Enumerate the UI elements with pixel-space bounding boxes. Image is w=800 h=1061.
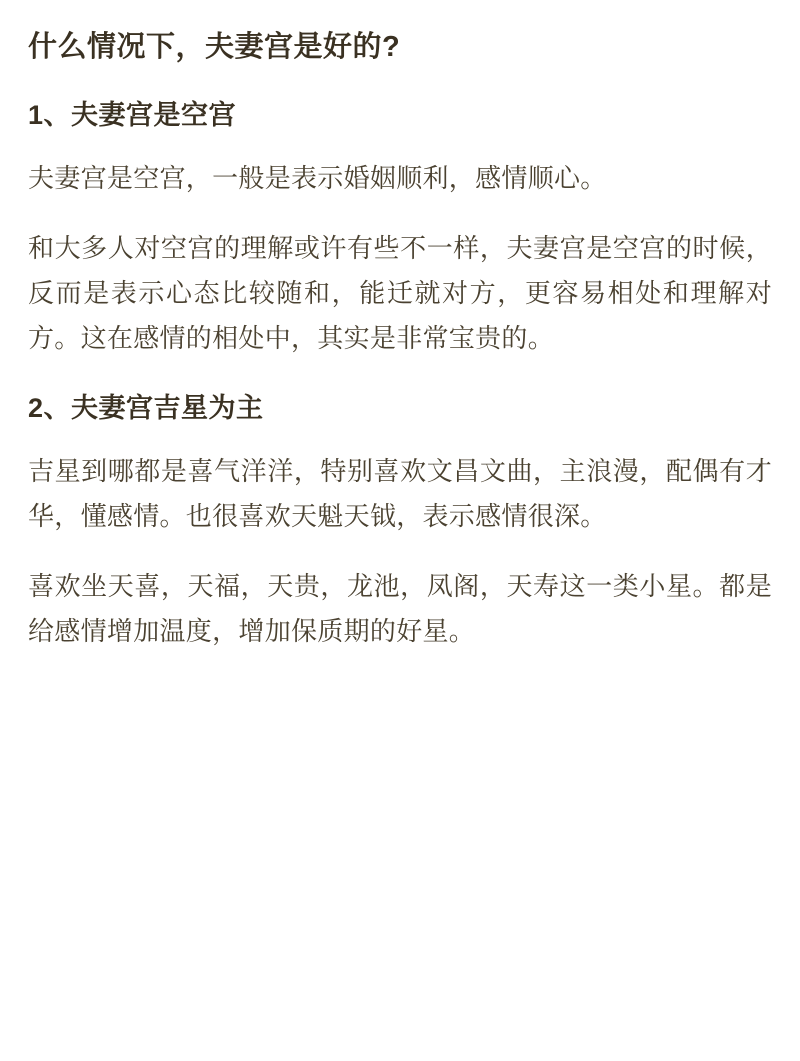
section-heading-1: 1、夫妻宫是空宫 xyxy=(28,100,237,131)
section-1-paragraph-2: 和大多人对空宫的理解或许有些不一样，夫妻宫是空宫的时候，反而是表示心态比较随和，能迁就对方，更容易相处和理解对方。这在感情的相处中，其实是非常宝贵的。 xyxy=(28,233,772,353)
section-heading-2: 2、夫妻宫吉星为主 xyxy=(28,393,264,424)
section-2-paragraph-2: 喜欢坐天喜，天福，天贵，龙池，凤阁，天寿这一类小星。都是给感情增加温度，增加保质期的好星。 xyxy=(28,571,772,647)
section-2-paragraph-1: 吉星到哪都是喜气洋洋，特别喜欢文昌文曲，主浪漫，配偶有才华，懂感情。也很喜欢天魁天钺，表示感情很深。 xyxy=(28,455,772,531)
page-title: 什么情况下，夫妻宫是好的? xyxy=(28,31,401,63)
section-1-paragraph-1: 夫妻宫是空宫，一般是表示婚姻顺利，感情顺心。 xyxy=(28,162,607,193)
